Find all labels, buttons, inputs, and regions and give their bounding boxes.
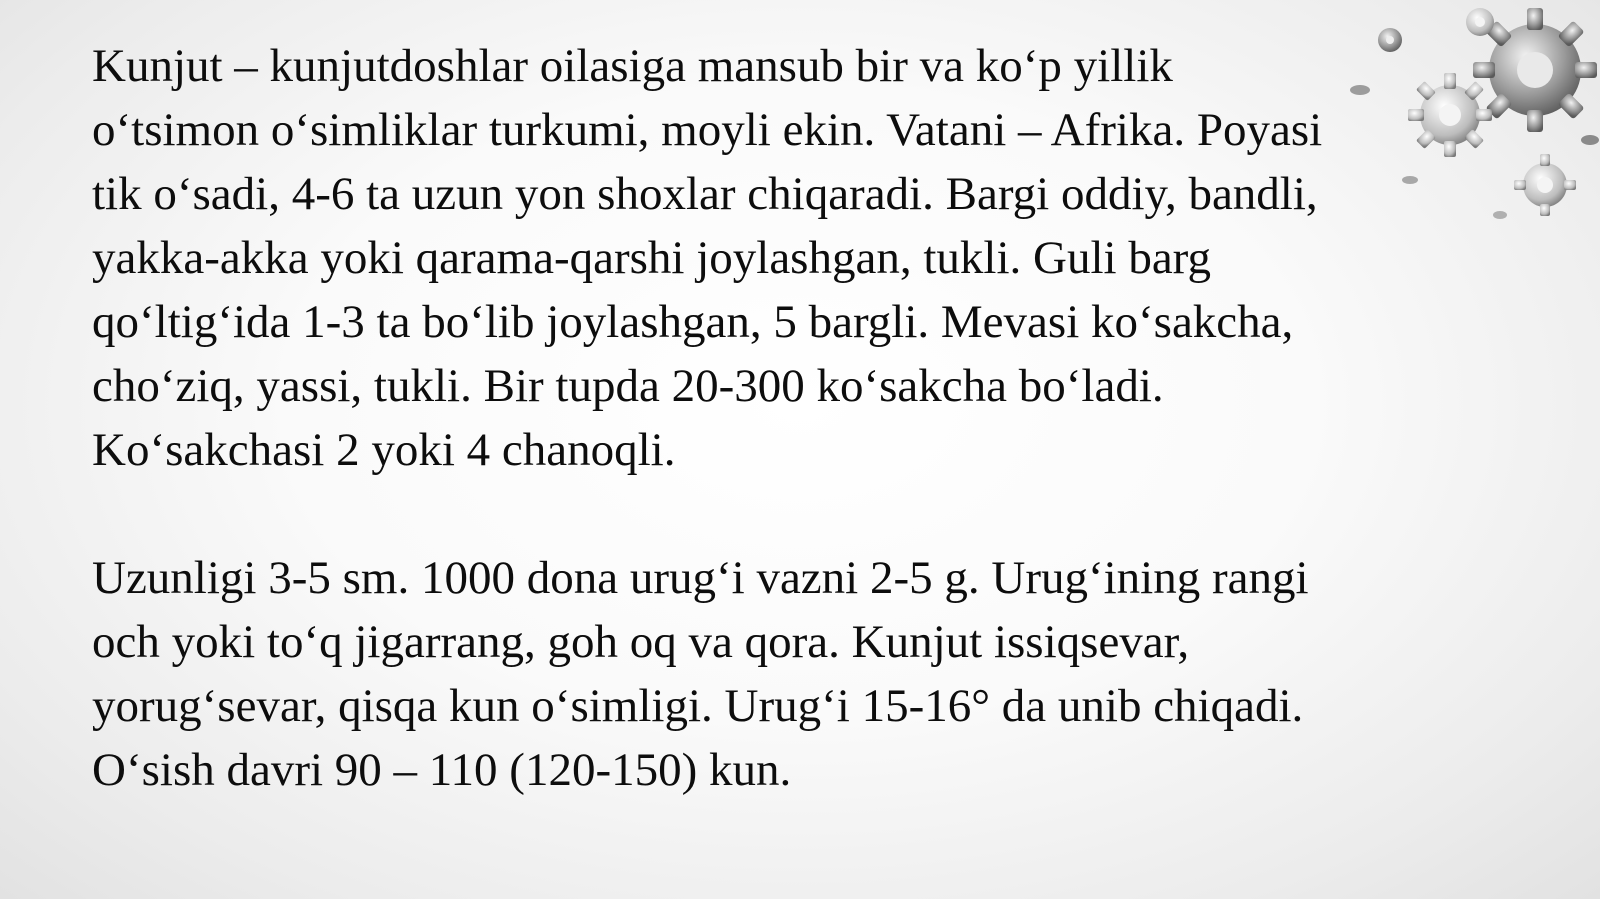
slide-text-block: [92, 34, 1492, 802]
paragraph-seed-details: Uzunligi 3-5 sm. 1000 dona urugʻi vazni 2-5 g. Urugʻining rangi och yoki toʻq jigarrang, goh oq va qora. Kunjut issiqsevar, yorugʻsevar, qisqa kun oʻsimligi. Urugʻi 15-16° da unib chiqadi. Oʻsish davri 90 – 110 (120-150) kun.: [92, 552, 1309, 796]
paragraph-description: Kunjut – kunjutdoshlar oilasiga mansub bir va koʻp yillik oʻtsimon oʻsimliklar turkumi, moyli ekin. Vatani – Afrika. Poyasi tik oʻsadi, 4-6 ta uzun yon shoxlar chiqaradi. Bargi oddiy, bandli, yakka-akka yoki qarama-qarshi joylashgan, tukli. Guli barg qoʻltigʻida 1-3 ta boʻlib joylashgan, 5 bargli. Mevasi koʻsakcha, choʻziq, yassi, tukli. Bir tupda 20-300 koʻsakcha boʻladi. Koʻsakchasi 2 yoki 4 chanoqli.: [92, 40, 1323, 476]
